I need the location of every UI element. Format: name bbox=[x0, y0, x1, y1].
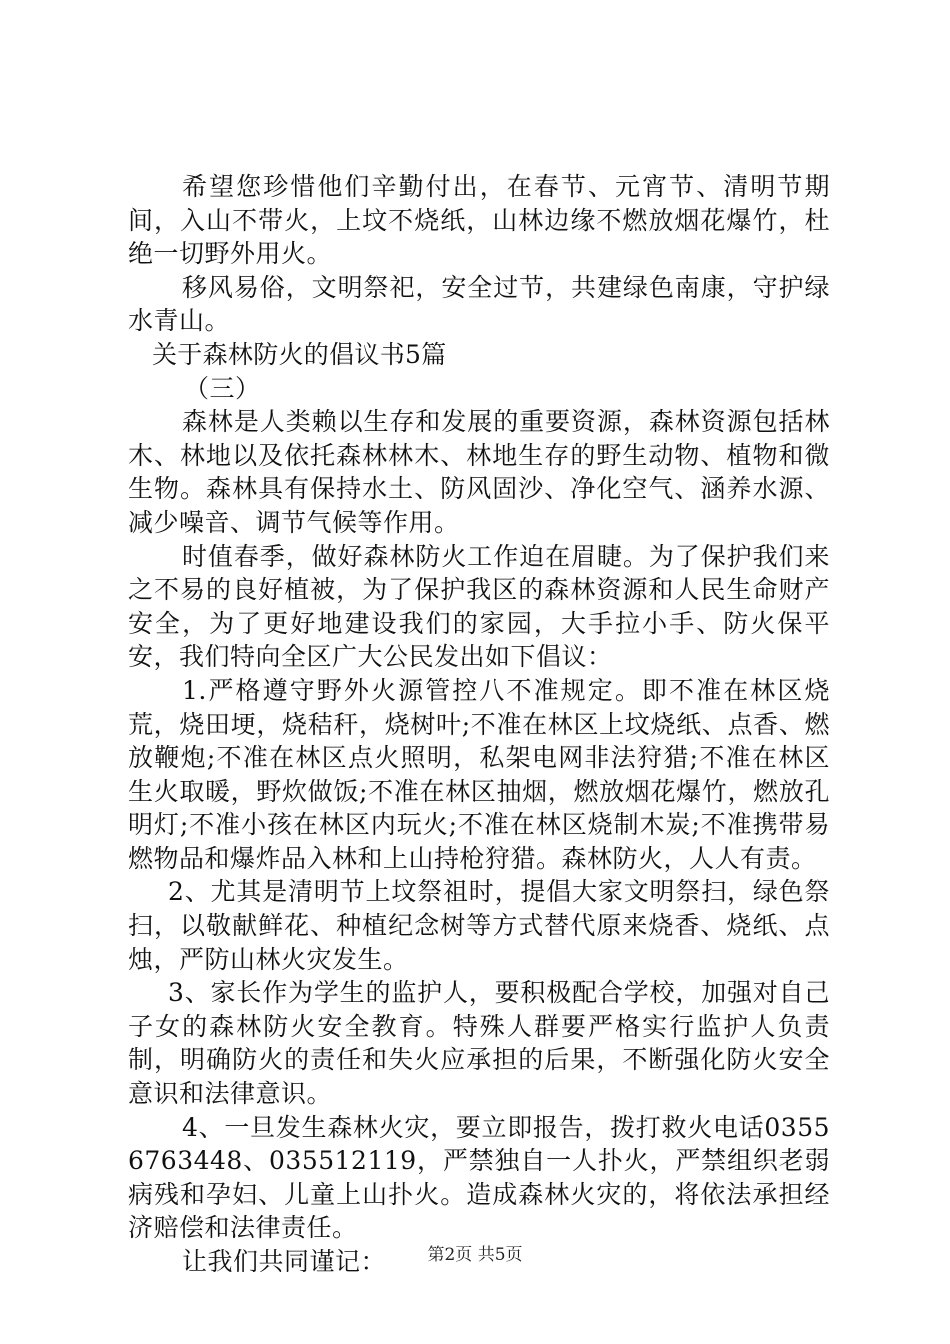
paragraph-fire-safety-wish: 希望您珍惜他们辛勤付出，在春节、元宵节、清明节期间，入山不带火，上坟不烧纸，山林边缘不燃放烟花爆竹，杜绝一切野外用火。 bbox=[128, 172, 830, 269]
paragraph-forest-resources: 森林是人类赖以生存和发展的重要资源，森林资源包括林木、林地以及依托森林林木、林地生存的野生动物、植物和微生物。森林具有保持水土、防风固沙、净化空气、涵养水源、减少噪音、调节气候等作用。 bbox=[128, 407, 830, 537]
paragraph-civilized-sacrifice: 移风易俗，文明祭祀，安全过节，共建绿色南康，守护绿水青山。 bbox=[128, 272, 830, 336]
paragraph-item-2: 2、尤其是清明节上坟祭祖时，提倡大家文明祭扫，绿色祭扫，以敬献鲜花、种植纪念树等方式替代原来烧香、烧纸、点烛，严防山林火灾发生。 bbox=[128, 877, 830, 974]
paragraph-item-3: 3、家长作为学生的监护人，要积极配合学校，加强对自己子女的森林防火安全教育。特殊人群要严格实行监护人负责制，明确防火的责任和失火应承担的后果，不断强化防火安全意识和法律意识。 bbox=[128, 978, 830, 1109]
page-footer: 第2页 共5页 bbox=[427, 1245, 523, 1265]
paragraph-closing: 让我们共同谨记： bbox=[182, 1247, 387, 1276]
section-title: 关于森林防火的倡议书5篇 bbox=[152, 339, 447, 369]
section-number: （三） bbox=[184, 373, 261, 403]
document-body bbox=[128, 170, 830, 1279]
paragraph-item-4: 4、一旦发生森林火灾，要立即报告，拨打救火电话03556763448、035512119，严禁独自一人扑火，严禁组织老弱病残和孕妇、儿童上山扑火。造成森林火灾的，将依法承担经济赔偿和法律责任。 bbox=[128, 1112, 830, 1243]
paragraph-spring-proposal: 时值春季，做好森林防火工作迫在眉睫。为了保护我们来之不易的良好植被，为了保护我区的森林资源和人民生命财产安全，为了更好地建设我们的家园，大手拉小手、防火保平安，我们特向全区广大公民发出如下倡议： bbox=[128, 541, 830, 672]
paragraph-item-1: 1.严格遵守野外火源管控八不准规定。即不准在林区烧荒，烧田埂，烧秸秆，烧树叶;不准在林区上坟烧纸、点香、燃放鞭炮;不准在林区点火照明，私架电网非法狩猎;不准在林区生火取暖，野炊做饭;不准在林区抽烟，燃放烟花爆竹，燃放孔明灯;不准小孩在林区内玩火;不准在林区烧制木炭;不准携带易燃物品和爆炸品入林和上山持枪狩猎。森林防火，人人有责。 bbox=[128, 675, 830, 873]
